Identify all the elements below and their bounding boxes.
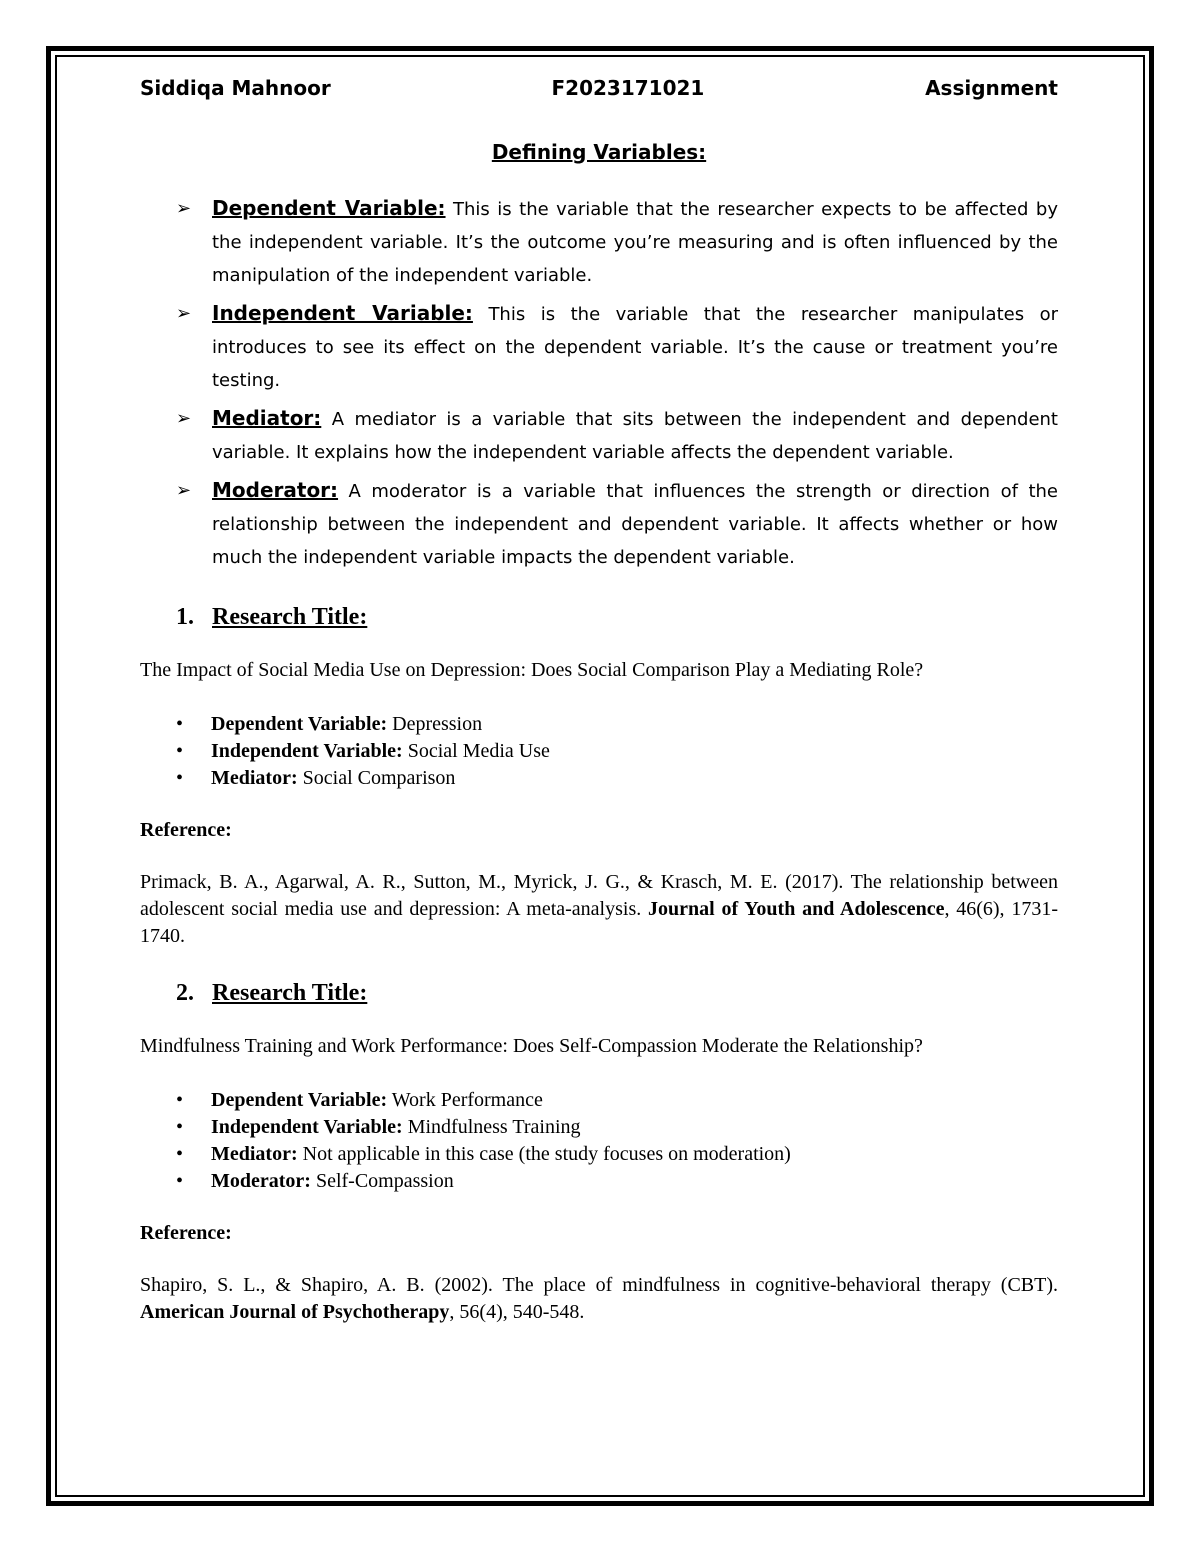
variable-label: Mediator: [211,767,298,789]
list-item [140,711,1058,738]
document-type: Assignment [925,76,1058,100]
section-number: 1. [176,604,194,630]
list-item [140,1141,1058,1168]
arrow-bullet-icon: ➢ [176,198,192,219]
definition-text: This is the variable that the researcher expects to be affected by the independent variable. It’s the outcome you’re measuring and is often influenced by the manipulation of the independent variable. [212,199,1058,286]
variable-label: Dependent Variable: [211,1089,388,1111]
section-label: Research Title: [212,604,368,630]
definition-term: Moderator: [212,478,339,502]
variable-value: Mindfulness Training [402,1116,581,1138]
variable-label: Dependent Variable: [211,713,388,735]
variable-list [140,1087,1058,1195]
student-id: F2023171021 [551,76,705,100]
reference-journal: American Journal of Psychotherapy [140,1301,450,1323]
arrow-bullet-icon: ➢ [176,303,192,324]
list-item [140,1114,1058,1141]
list-item [140,765,1058,792]
variable-label: Independent Variable: [211,1116,403,1138]
bullet-icon: • [176,1143,184,1165]
research-section-2 [140,980,1058,1326]
bullet-icon: • [176,1116,184,1138]
arrow-bullet-icon: ➢ [176,480,192,501]
definitions-heading: Defining Variables: [491,140,707,164]
definitions-list [140,192,1058,574]
author-name: Siddiqa Mahnoor [140,76,331,100]
reference-text [140,869,1058,950]
definition-text: This is the variable that the researcher manipulates or introduces to see its effect on the dependent variable. It’s the cause or treatment you’re testing. [212,304,1058,391]
list-item [140,1168,1058,1195]
reference-authors: Shapiro, S. L., & Shapiro, A. B. (2002). The place of mindfulness in cognitive-behavioral therapy (CBT). [140,1274,1058,1296]
document-header [140,76,1058,100]
list-item [140,297,1058,397]
research-title-text: Mindfulness Training and Work Performance: Does Self-Compassion Moderate the Relationship? [140,1035,923,1057]
reference-label: Reference: [140,1222,232,1244]
reference-journal: Journal of Youth and Adolescence [648,898,945,920]
section-number: 2. [176,980,194,1006]
research-title-heading [176,604,1058,631]
variable-list [140,711,1058,792]
list-item [140,474,1058,574]
research-section-1 [140,604,1058,950]
variable-value: Self-Compassion [310,1170,454,1192]
reference-details: , 46(6), 1731-1740. [140,898,1059,947]
bullet-icon: • [176,713,184,735]
bullet-icon: • [176,1170,184,1192]
list-item [140,192,1058,292]
variable-value: Work Performance [387,1089,543,1111]
list-item [140,738,1058,765]
list-item [140,402,1058,469]
variable-label: Moderator: [211,1170,311,1192]
variable-value: Depression [387,713,483,735]
variable-value: Social Comparison [297,767,456,789]
arrow-bullet-icon: ➢ [176,408,192,429]
bullet-icon: • [176,740,184,762]
reference-authors: Primack, B. A., Agarwal, A. R., Sutton, M., Myrick, J. G., & Krasch, M. E. (2017). The relationship between adolescent social media use and depression: A meta-analysis. [140,871,1058,920]
variable-value: Not applicable in this case (the study focuses on moderation) [297,1143,791,1165]
variable-label: Mediator: [211,1143,298,1165]
definition-term: Mediator: [212,406,322,430]
definition-text: A mediator is a variable that sits between the independent and dependent variable. It explains how the independent variable affects the dependent variable. [212,409,1058,463]
reference-label: Reference: [140,819,232,841]
definition-text: A moderator is a variable that influences the strength or direction of the relationship between the independent and dependent variable. It affects whether or how much the independent variable impacts the dependent variable. [212,481,1058,568]
definition-term: Dependent Variable: [212,196,446,220]
definition-term: Independent Variable: [212,301,473,325]
reference-text [140,1272,1058,1326]
reference-details: , 56(4), 540-548. [449,1301,585,1323]
bullet-icon: • [176,767,184,789]
variable-value: Social Media Use [402,740,550,762]
bullet-icon: • [176,1089,184,1111]
document-page [140,70,1058,1326]
section-label: Research Title: [212,980,368,1006]
list-item [140,1087,1058,1114]
variable-label: Independent Variable: [211,740,403,762]
research-title-heading [176,980,1058,1007]
research-title-text: The Impact of Social Media Use on Depression: Does Social Comparison Play a Mediating Role? [140,659,924,681]
